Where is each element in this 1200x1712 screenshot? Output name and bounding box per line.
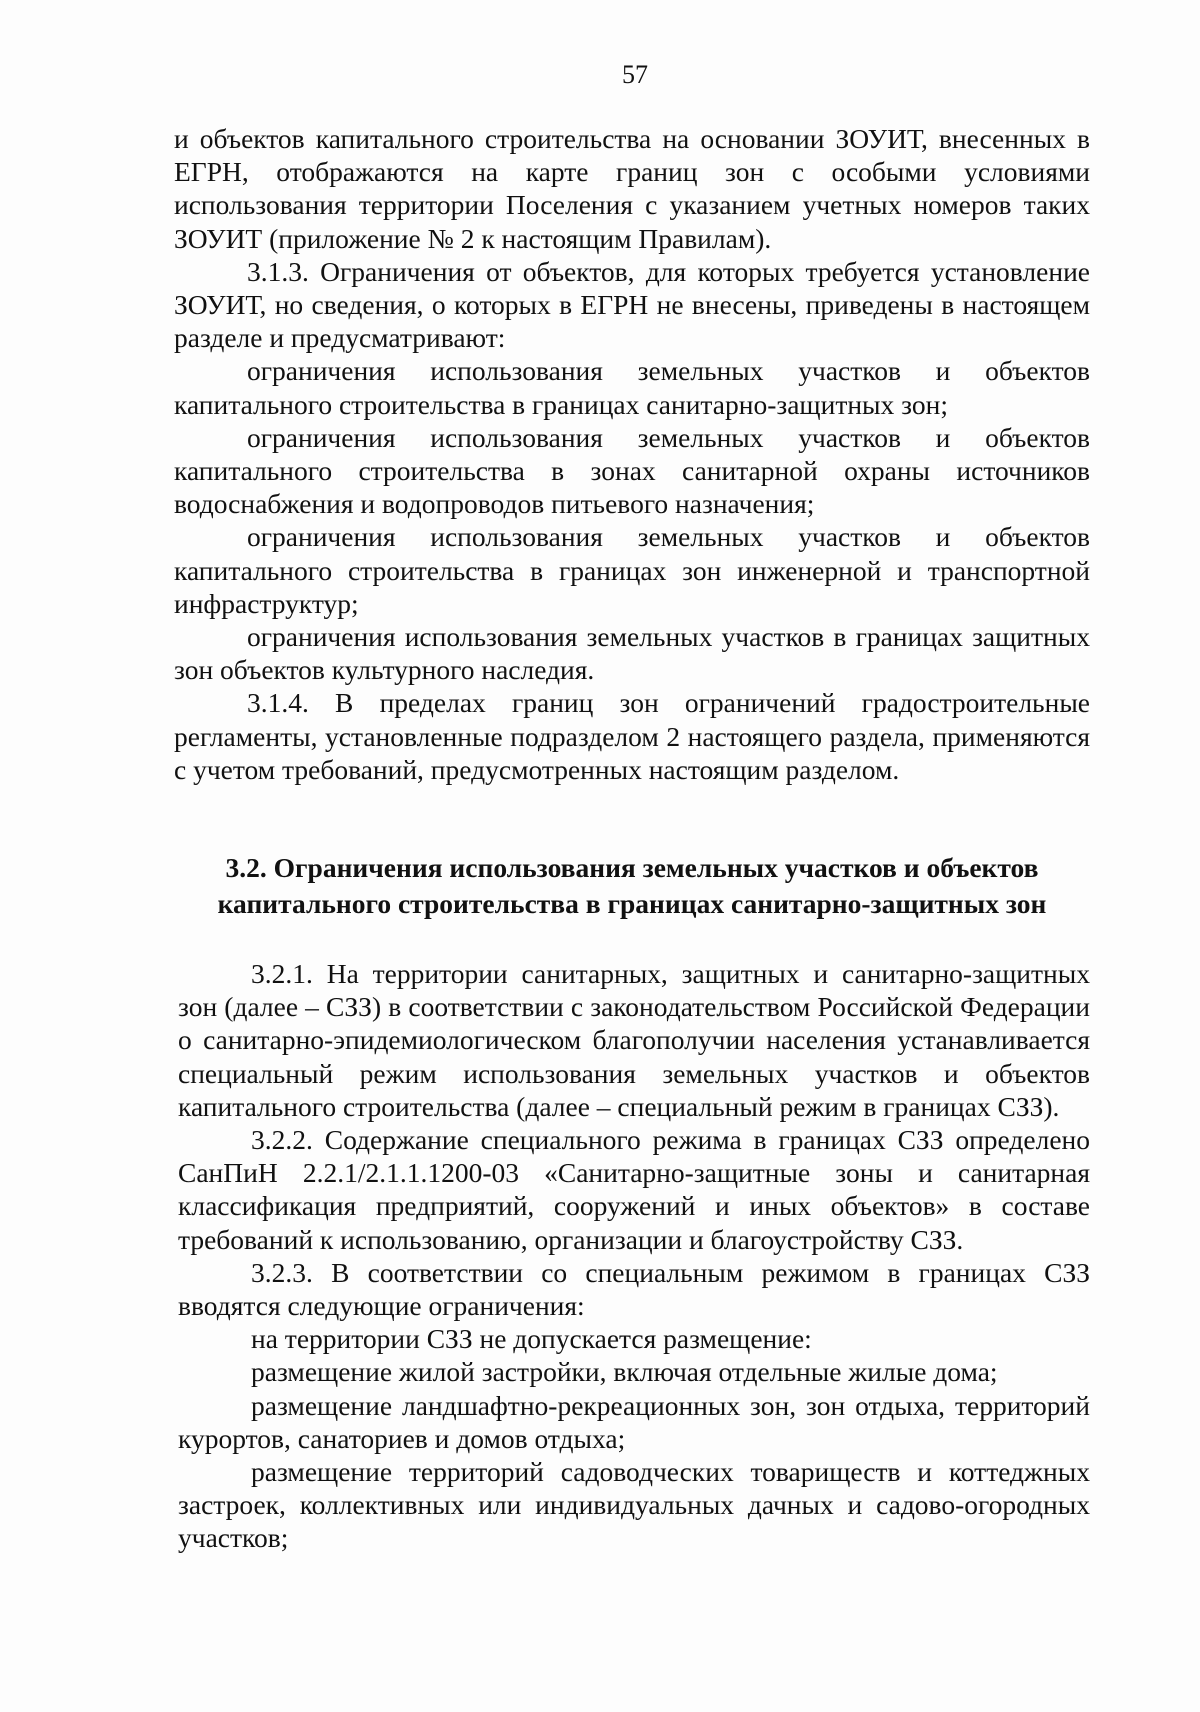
list-item: ограничения использования земельных участков в границах защитных зон объектов культурного наследия. (174, 621, 1090, 686)
list-item: ограничения использования земельных участков и объектов капитального строительства в зонах санитарной охраны источников водоснабжения и водопроводов питьевого назначения; (174, 421, 1090, 520)
paragraph: 3.2.3. В соответствии со специальным режимом в границах СЗЗ вводятся следующие ограничения: (178, 1256, 1090, 1322)
paragraph: 3.1.4. В пределах границ зон ограничений градостроительные регламенты, установленные подразделом 2 настоящего раздела, применяются с учетом требований, предусмотренных настоящим разделом. (174, 687, 1090, 785)
text-block-after-heading (178, 957, 1090, 1555)
page-number: 57 (622, 60, 648, 89)
paragraph: 3.2.2. Содержание специального режима в границах СЗЗ определено СанПиН 2.2.1/2.1.1.1200-03 «Санитарно-защитные зоны и санитарная классификация предприятий, сооружений и иных объектов» в составе требований к использованию, организации и благоустройству СЗЗ. (178, 1124, 1090, 1255)
paragraph: 3.2.1. На территории санитарных, защитных и санитарно-защитных зон (далее – СЗЗ) в соответствии с законодательством Российской Федерации о санитарно-эпидемиологическом благополучии населения устанавливается специальный режим использования земельных участков и объектов капитального строительства (далее – специальный режим в границах СЗЗ). (178, 958, 1090, 1122)
list-item: на территории СЗЗ не допускается размещение: (251, 1323, 812, 1355)
section-heading: 3.2. Ограничения использования земельных участков и объектов капитального строительства в границах санитарно-защитных зон (217, 852, 1047, 919)
list-item: ограничения использования земельных участков и объектов капитального строительства в границах зон инженерной и транспортной инфраструктур; (174, 521, 1090, 619)
text-block-before-heading (174, 122, 1090, 786)
list-item: размещение ландшафтно-рекреационных зон, зон отдыха, территорий курортов, санаториев и домов отдыха; (178, 1389, 1090, 1454)
list-item: ограничения использования земельных участков и объектов капитального строительства в границах санитарно-защитных зон; (174, 355, 1090, 420)
paragraph: и объектов капитального строительства на основании ЗОУИТ, внесенных в ЕГРН, отображаются на карте границ зон с особыми условиями использования территории Поселения с указанием учетных номеров таких ЗОУИТ (приложение № 2 к настоящим Правилам). (174, 123, 1090, 254)
paragraph: 3.1.3. Ограничения от объектов, для которых требуется установление ЗОУИТ, но сведения, о которых в ЕГРН не внесены, приведены в настоящем разделе и предусматривают: (174, 255, 1090, 354)
list-item: размещение жилой застройки, включая отдельные жилые дома; (251, 1356, 998, 1388)
list-item: размещение территорий садоводческих товариществ и коттеджных застроек, коллективных или индивидуальных дачных и садово-огородных участков; (178, 1456, 1090, 1554)
